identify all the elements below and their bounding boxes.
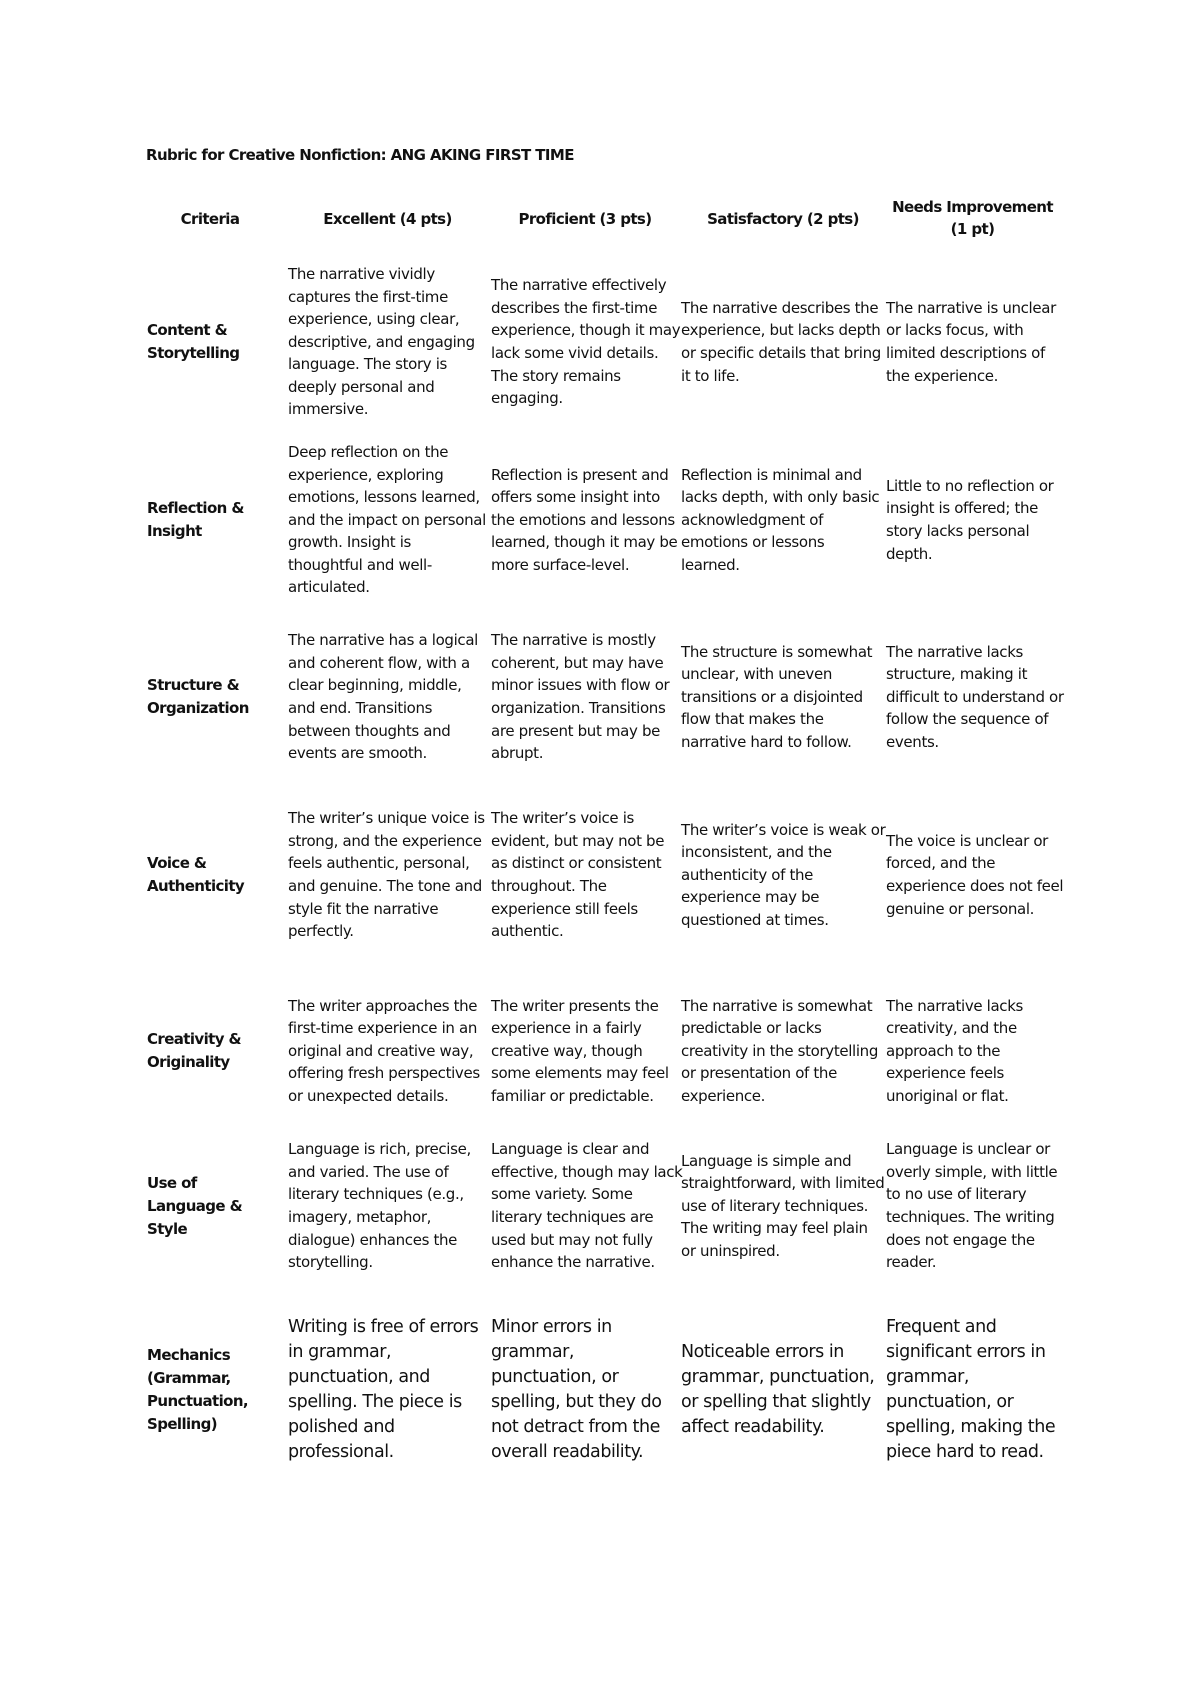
needs-improvement-cell: The narrative lacks creativity, and the approach to the experience feels unoriginal or flat. xyxy=(886,996,1024,1105)
needs-improvement-cell: The narrative lacks structure, making it difficult to understand or follow the sequence of events. xyxy=(886,642,1064,751)
excellent-cell: Deep reflection on the experience, exploring emotions, lessons learned, and the impact on personal growth. Insight is thoughtful and well-articulated. xyxy=(288,442,486,597)
proficient-cell: The writer presents the experience in a fairly creative way, though some elements may feel familiar or predictable. xyxy=(491,996,669,1105)
criterion-cell: Structure & Organization xyxy=(147,676,249,717)
proficient-cell: The narrative effectively describes the first-time experience, though it may lack some vivid details. The story remains engaging. xyxy=(491,276,681,408)
criterion-cell: Use of Language & Style xyxy=(147,1173,243,1238)
header-criteria: Criteria xyxy=(180,210,240,228)
needs-improvement-cell: Frequent and significant errors in grammar, punctuation, or spelling, making the piece hard to read. xyxy=(886,1317,1056,1462)
header-needs-improvement: Needs Improvement (1 pt) xyxy=(892,198,1053,238)
satisfactory-cell: Reflection is minimal and lacks depth, with only basic acknowledgment of emotions or lessons learned. xyxy=(681,465,880,574)
excellent-cell: Language is rich, precise, and varied. The use of literary techniques (e.g., imagery, metaphor, dialogue) enhances the storytelling. xyxy=(288,1140,471,1272)
proficient-cell: The writer’s voice is evident, but may not be as distinct or consistent throughout. The experience still feels authentic. xyxy=(491,809,665,941)
criterion-cell: Creativity & Originality xyxy=(147,1030,241,1071)
satisfactory-cell: The narrative is somewhat predictable or lacks creativity in the storytelling or presentation of the experience. xyxy=(681,996,879,1105)
criterion-cell: Content & Storytelling xyxy=(147,321,240,362)
needs-improvement-cell: Language is unclear or overly simple, with little to no use of literary techniques. The writing does not engage the reader. xyxy=(886,1140,1058,1272)
document-title: Rubric for Creative Nonfiction: ANG AKING FIRST TIME xyxy=(146,146,574,164)
proficient-cell: Minor errors in grammar, punctuation, or spelling, but they do not detract from the overall readability. xyxy=(491,1317,662,1462)
proficient-cell: The narrative is mostly coherent, but may have minor issues with flow or organization. Transitions are present but may be abrupt. xyxy=(491,631,670,763)
satisfactory-cell: The writer’s voice is weak or inconsistent, and the authenticity of the experience may be questioned at times. xyxy=(681,820,886,929)
excellent-cell: The writer’s unique voice is strong, and the experience feels authentic, personal, and genuine. The tone and style fit the narrative perfectly. xyxy=(288,809,485,941)
header-excellent: Excellent (4 pts) xyxy=(323,210,452,228)
needs-improvement-cell: The narrative is unclear or lacks focus, with limited descriptions of the experience. xyxy=(886,298,1056,385)
criterion-cell: Reflection & Insight xyxy=(147,499,244,540)
needs-improvement-cell: The voice is unclear or forced, and the experience does not feel genuine or personal. xyxy=(886,831,1064,918)
excellent-cell: The narrative vividly captures the first-time experience, using clear, descriptive, and engaging language. The story is deeply personal and immersive. xyxy=(288,264,475,419)
excellent-cell: The writer approaches the first-time experience in an original and creative way, offering fresh perspectives or unexpected details. xyxy=(288,996,480,1105)
header-satisfactory: Satisfactory (2 pts) xyxy=(707,210,859,228)
satisfactory-cell: Language is simple and straightforward, with limited use of literary techniques. The writing may feel plain or uninspired. xyxy=(681,1151,885,1260)
proficient-cell: Reflection is present and offers some insight into the emotions and lessons learned, though it may be more surface-level. xyxy=(491,465,678,574)
excellent-cell: Writing is free of errors in grammar, punctuation, and spelling. The piece is polished and professional. xyxy=(288,1317,479,1462)
header-proficient: Proficient (3 pts) xyxy=(518,210,652,228)
satisfactory-cell: Noticeable errors in grammar, punctuation, or spelling that slightly affect readability. xyxy=(681,1342,875,1437)
criterion-cell: Mechanics (Grammar, Punctuation, Spelling) xyxy=(147,1346,249,1433)
satisfactory-cell: The narrative describes the experience, but lacks depth or specific details that bring it to life. xyxy=(681,298,881,385)
excellent-cell: The narrative has a logical and coherent flow, with a clear beginning, middle, and end. Transitions between thoughts and events are smooth. xyxy=(288,631,478,763)
satisfactory-cell: The structure is somewhat unclear, with uneven transitions or a disjointed flow that makes the narrative hard to follow. xyxy=(681,642,873,751)
proficient-cell: Language is clear and effective, though may lack some variety. Some literary techniques are used but may not fully enhance the narrative. xyxy=(491,1140,683,1272)
criterion-cell: Voice & Authenticity xyxy=(147,854,245,895)
needs-improvement-cell: Little to no reflection or insight is offered; the story lacks personal depth. xyxy=(886,476,1054,563)
